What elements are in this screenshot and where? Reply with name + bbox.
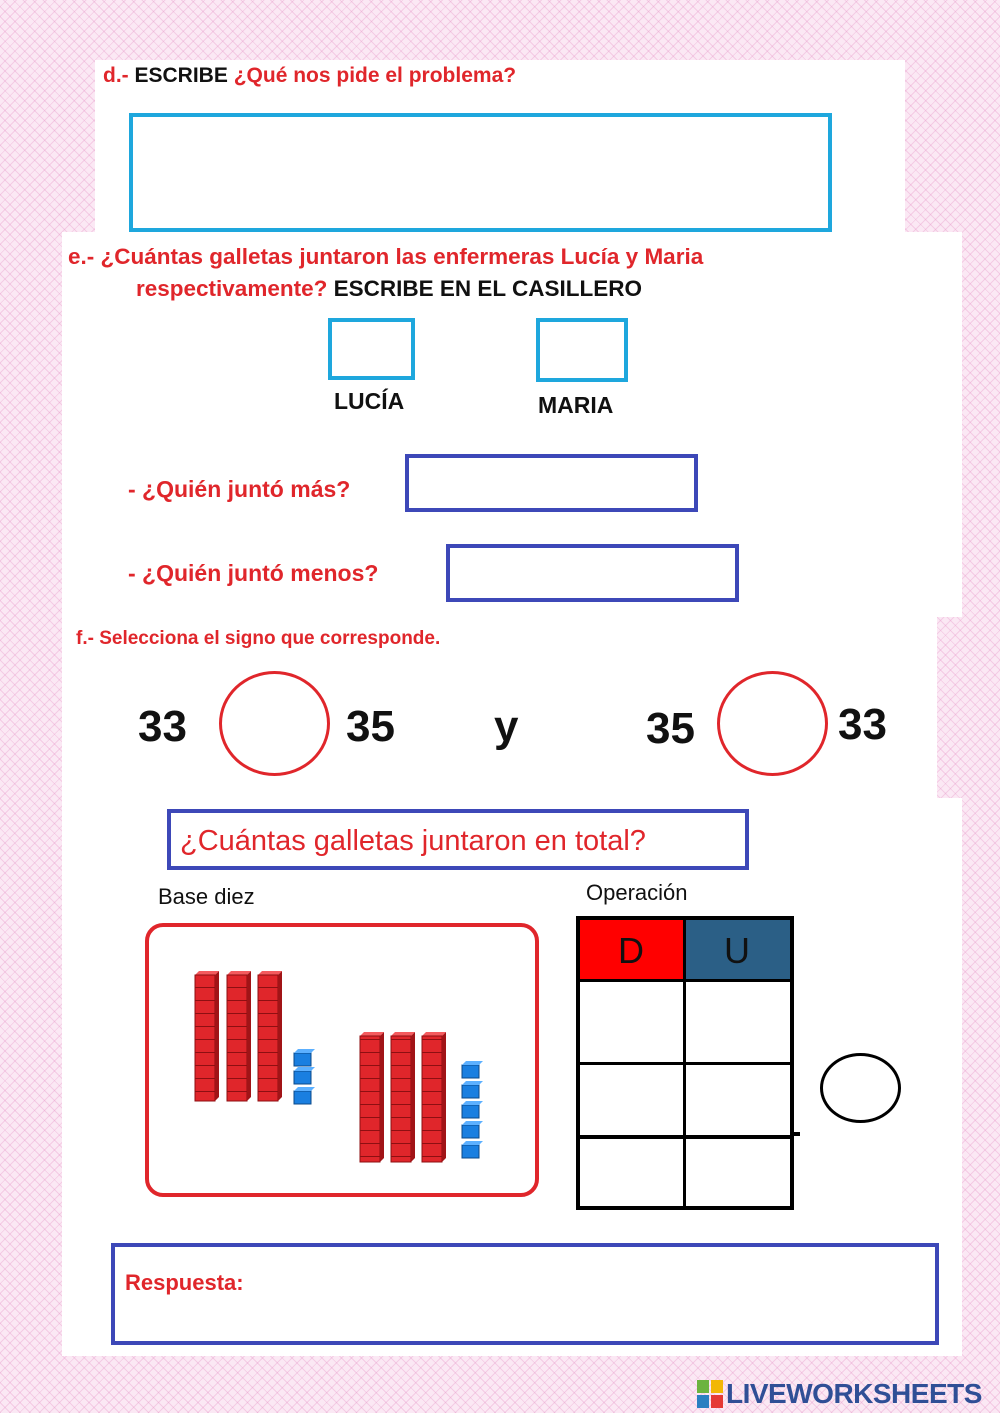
section-e-respectively: respectivamente? — [136, 276, 328, 301]
section-d-question: ¿Qué nos pide el problema? — [233, 64, 517, 87]
header-tens-label: D — [618, 930, 644, 971]
who-less-question: - ¿Quién juntó menos? — [128, 560, 379, 586]
maria-input[interactable] — [536, 318, 628, 382]
section-d-instruction: ESCRIBE — [134, 64, 228, 87]
unit-cube — [462, 1141, 483, 1158]
problem-answer-input[interactable] — [129, 113, 832, 232]
logo-icon — [697, 1380, 723, 1408]
units-cell-row2[interactable] — [686, 1065, 790, 1135]
section-e-line2 — [136, 276, 642, 302]
section-d-prefix: d.- — [103, 64, 129, 87]
base-ten-blocks — [145, 923, 539, 1197]
tens-rod — [258, 971, 282, 1101]
operation-table — [576, 916, 794, 1210]
who-more-input[interactable] — [405, 454, 698, 512]
lucia-label: LUCÍA — [334, 388, 405, 414]
table-line-extension — [790, 1132, 800, 1136]
unit-cube — [294, 1067, 315, 1084]
tens-rod — [391, 1032, 415, 1162]
total-question-box — [167, 809, 749, 870]
tens-rod — [360, 1032, 384, 1162]
unit-cube — [294, 1049, 315, 1066]
section-f-title: f.- Selecciona el signo que corresponde. — [76, 628, 441, 649]
compare-left-a: 33 — [138, 702, 187, 751]
section-e-instruction: ESCRIBE EN EL CASILLERO — [333, 276, 642, 301]
tens-rod — [422, 1032, 446, 1162]
compare-connector: y — [494, 702, 519, 751]
sign-circle-right[interactable] — [717, 671, 828, 776]
lucia-input[interactable] — [328, 318, 415, 380]
compare-right-a: 35 — [646, 704, 695, 753]
operation-sign-circle[interactable] — [820, 1053, 901, 1123]
header-units — [686, 920, 790, 979]
unit-cube — [294, 1087, 315, 1104]
section-d-heading — [103, 64, 516, 88]
tens-rod — [227, 971, 251, 1101]
tens-rod — [195, 971, 219, 1101]
answer-box[interactable] — [111, 1243, 939, 1345]
operation-label: Operación — [586, 880, 688, 905]
unit-cube — [462, 1081, 483, 1098]
units-cell-row1[interactable] — [686, 982, 790, 1062]
header-tens — [580, 920, 683, 979]
unit-cube — [462, 1121, 483, 1138]
maria-label: MARIA — [538, 392, 614, 418]
unit-cube — [462, 1101, 483, 1118]
tens-cell-row1[interactable] — [580, 982, 683, 1062]
section-e-line1: e.- ¿Cuántas galletas juntaron las enfermeras Lucía y Maria — [68, 244, 704, 269]
header-units-label: U — [724, 930, 750, 971]
unit-cube — [462, 1061, 483, 1078]
liveworksheets-logo — [697, 1377, 982, 1411]
who-less-input[interactable] — [446, 544, 739, 602]
compare-right-b: 33 — [838, 700, 887, 749]
total-question: ¿Cuántas galletas juntaron en total? — [180, 825, 646, 857]
compare-left-b: 35 — [346, 702, 395, 751]
logo-text: LIVEWORKSHEETS — [726, 1378, 982, 1409]
sign-circle-left[interactable] — [219, 671, 330, 776]
tens-cell-row3[interactable] — [580, 1139, 683, 1206]
tens-cell-row2[interactable] — [580, 1065, 683, 1135]
answer-label: Respuesta: — [125, 1270, 244, 1295]
who-more-question: - ¿Quién juntó más? — [128, 476, 351, 502]
base-ten-label: Base diez — [158, 884, 255, 909]
units-cell-row3[interactable] — [686, 1139, 790, 1206]
